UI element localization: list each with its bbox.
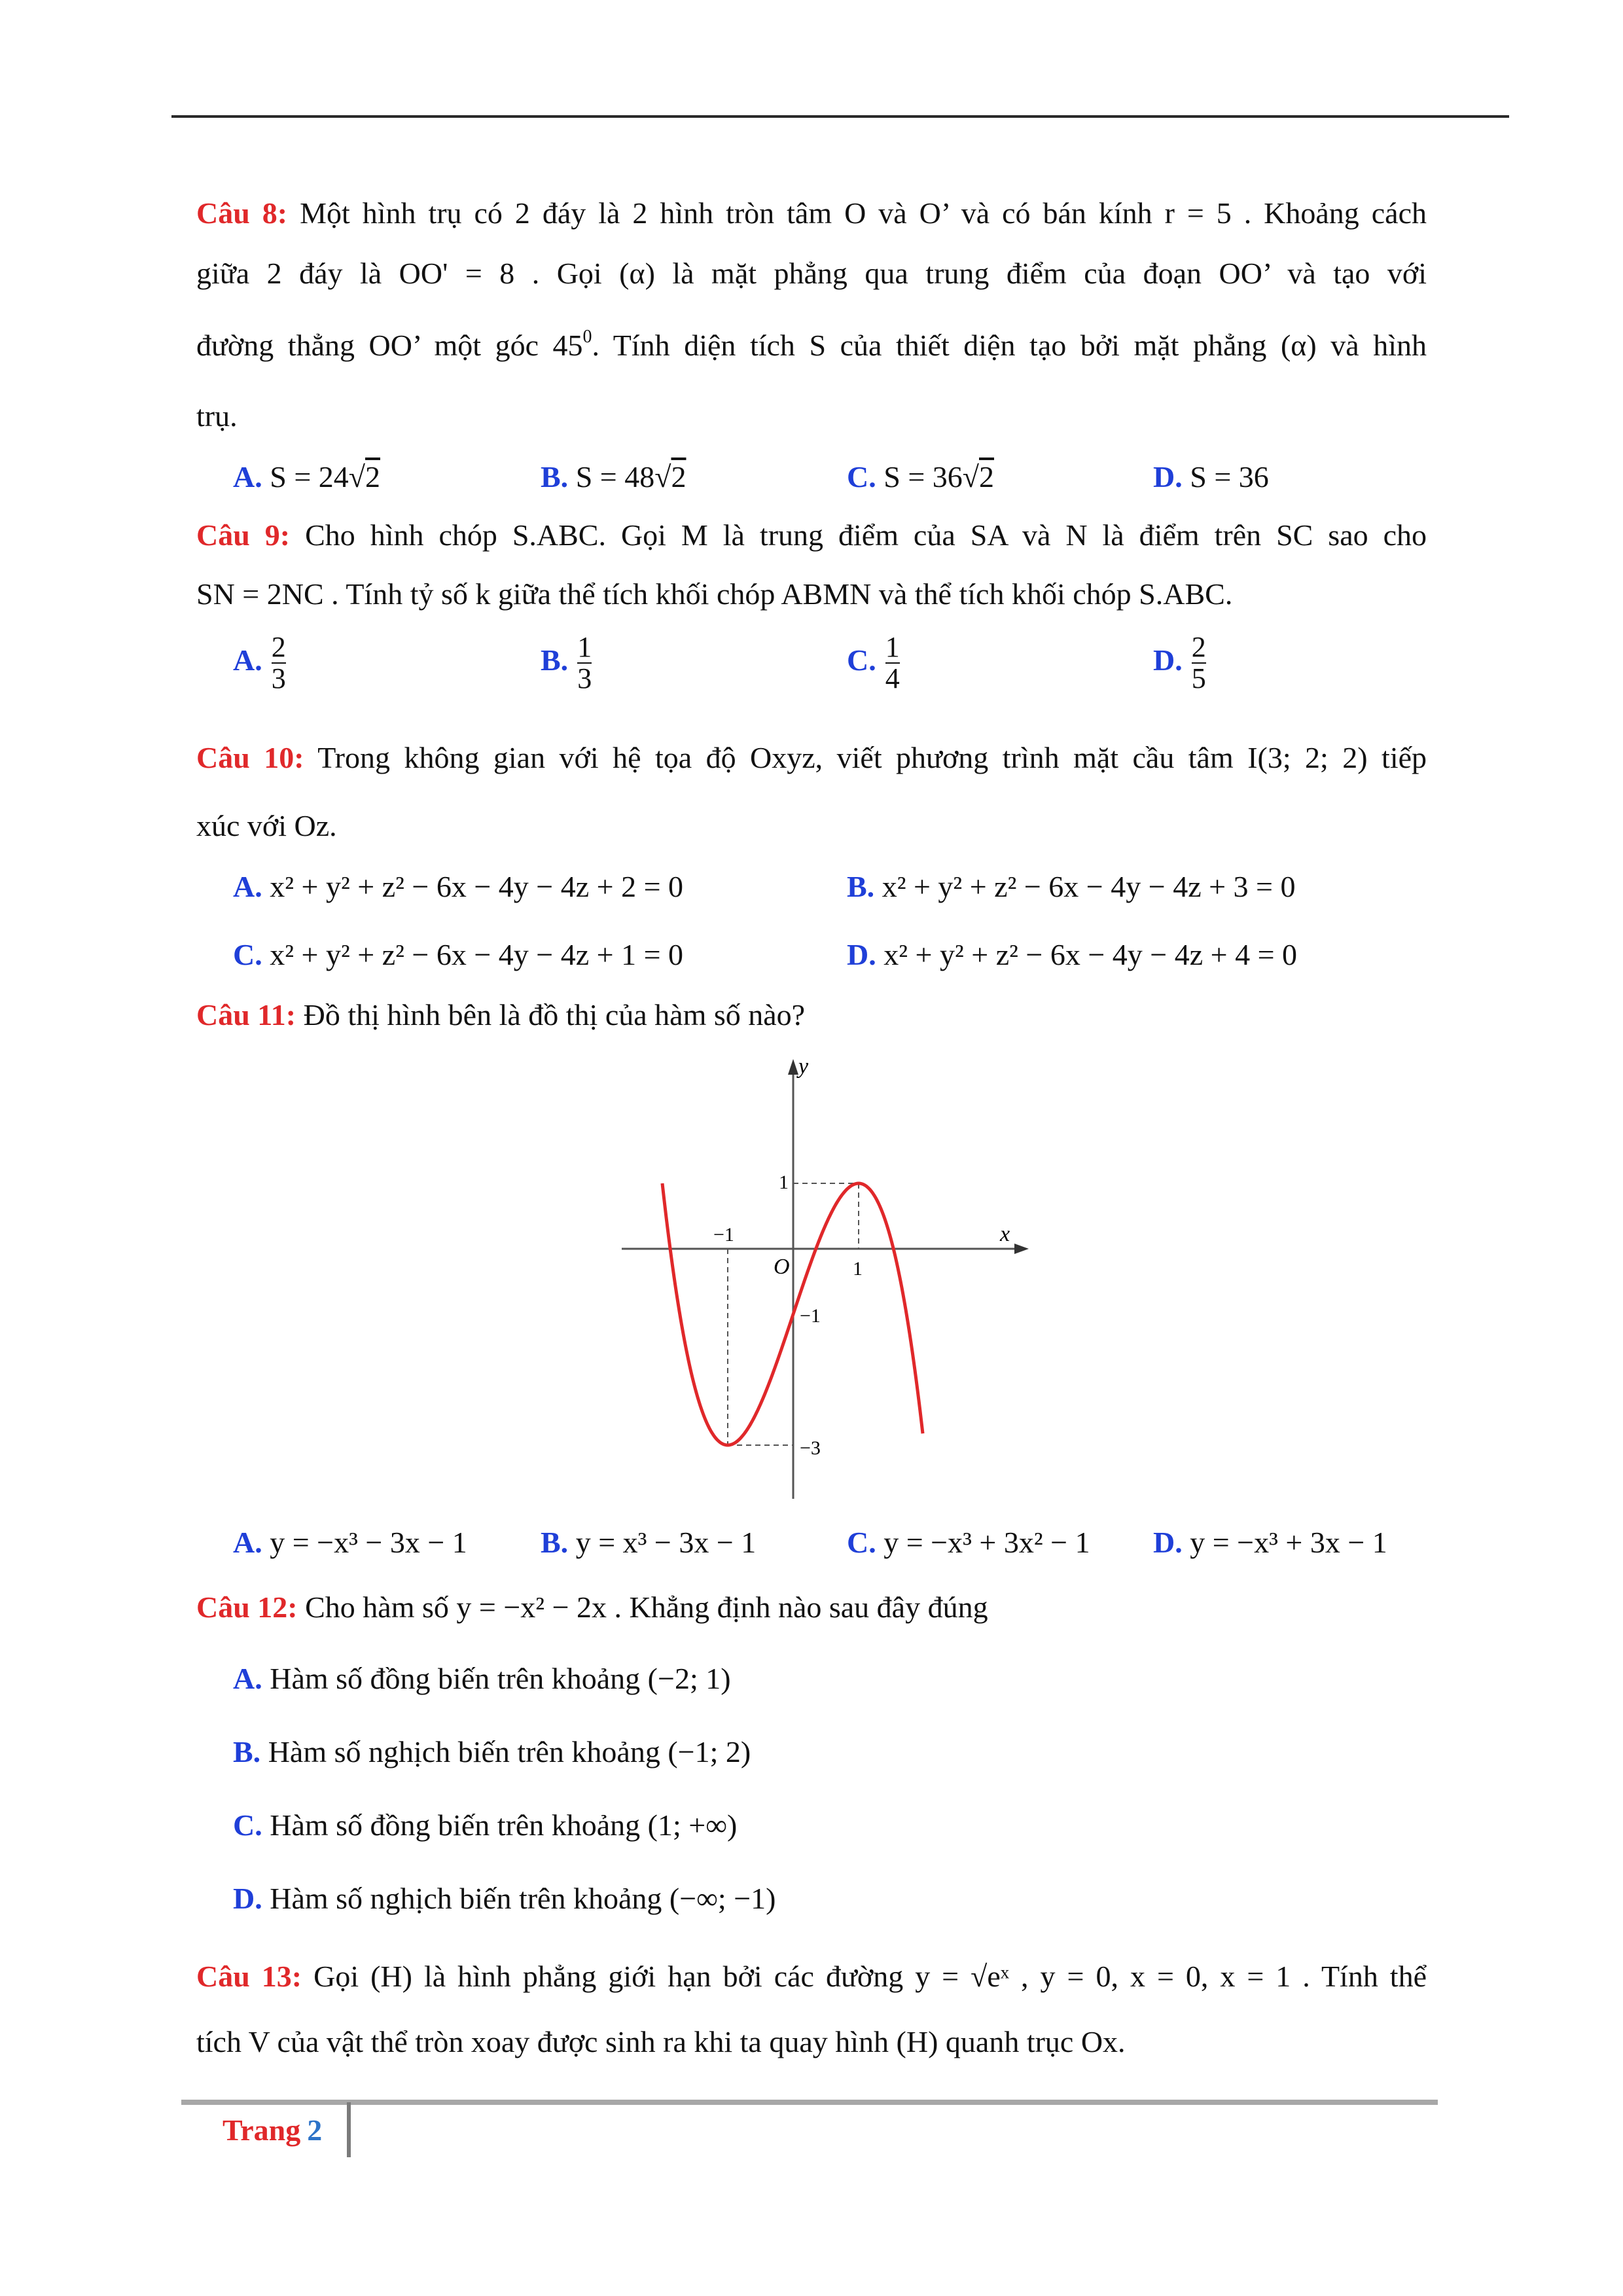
q8-option-c[interactable]: [847, 459, 994, 494]
q8-degree-sup: 0: [582, 327, 592, 347]
option-key: A.: [233, 870, 262, 903]
option-key: B.: [541, 460, 569, 493]
option-key: C.: [233, 1808, 262, 1842]
q8-option-b[interactable]: [541, 459, 686, 494]
q11-label: Câu 11:: [196, 998, 296, 1031]
option-key: A.: [233, 643, 262, 677]
option-text: S = 48: [575, 460, 655, 493]
q10-label: Câu 10:: [196, 741, 304, 774]
page-number: 2: [307, 2113, 323, 2147]
x-axis-label: x: [1000, 1222, 1010, 1246]
q9-line-2: [196, 577, 1427, 612]
q12-option-a[interactable]: [233, 1661, 1463, 1720]
fraction: [272, 632, 286, 694]
q13-label: Câu 13:: [196, 1960, 302, 1993]
q9-line-1: [196, 518, 1427, 553]
q10-option-a[interactable]: [233, 869, 683, 904]
q12-option-c[interactable]: [233, 1808, 1463, 1867]
page-footer: [223, 2113, 322, 2147]
fraction: [885, 632, 900, 694]
q9-option-d[interactable]: [1153, 632, 1206, 694]
q9-option-c[interactable]: [847, 632, 900, 694]
option-text: S = 36: [1190, 460, 1269, 493]
footer-label: Trang: [223, 2113, 301, 2147]
footer-divider: [347, 2102, 351, 2157]
option-text: x² + y² + z² − 6x − 4y − 4z + 3 = 0: [882, 870, 1296, 903]
sqrt-sign: √: [348, 460, 366, 493]
option-text: x² + y² + z² − 6x − 4y − 4z + 1 = 0: [270, 938, 684, 971]
numerator: 1: [885, 631, 900, 663]
denominator: 5: [1191, 662, 1206, 695]
q8-line-3: [196, 329, 1427, 363]
option-key: C.: [233, 938, 262, 971]
q11-option-d[interactable]: [1153, 1525, 1387, 1560]
q13-text-2: tích V của vật thể tròn xoay được sinh ra khi ta quay hình (H) quanh trục Ox.: [196, 2025, 1126, 2058]
option-key: C.: [847, 1526, 876, 1559]
option-text: Hàm số nghịch biến trên khoảng (−1; 2): [268, 1735, 751, 1768]
q13-line-2: [196, 2025, 1427, 2060]
option-text: y = −x³ + 3x − 1: [1190, 1526, 1387, 1559]
option-key: D.: [1153, 1526, 1183, 1559]
option-text: Hàm số nghịch biến trên khoảng (−∞; −1): [270, 1882, 776, 1915]
q12-line-1: [196, 1590, 1427, 1625]
tick-x-neg1: −1: [713, 1224, 734, 1246]
option-text: S = 36: [883, 460, 963, 493]
tick-y-neg1: −1: [800, 1305, 821, 1327]
q13-text-1: Gọi (H) là hình phẳng giới hạn bởi các đường y = √eˣ , y = 0, x = 0, x = 1 . Tính thể: [313, 1960, 1427, 1993]
option-text: S = 24: [270, 460, 349, 493]
q8-label: Câu 8:: [196, 196, 288, 230]
option-key: D.: [1153, 643, 1183, 677]
x-axis-arrow: [1014, 1244, 1029, 1254]
option-key: A.: [233, 1662, 262, 1695]
header-rule: [171, 115, 1509, 118]
option-radicand: 2: [979, 460, 995, 493]
q10-text-1: Trong không gian với hệ tọa độ Oxyz, viết phương trình mặt cầu tâm I(3; 2; 2) tiếp: [317, 741, 1427, 774]
q8-text-3-end: . Tính diện tích S của thiết diện tạo bởi mặt phẳng (α) và hình: [592, 329, 1427, 362]
sqrt-sign: √: [962, 460, 980, 493]
option-text: Hàm số đồng biến trên khoảng (1; +∞): [270, 1808, 738, 1842]
q10-text-2: xúc với Oz.: [196, 809, 337, 842]
q10-options-row-2: [233, 937, 1463, 996]
q12-option-d[interactable]: [233, 1881, 1463, 1940]
q8-line-4: [196, 399, 1427, 434]
sqrt-sign: √: [654, 460, 671, 493]
denominator: 3: [271, 662, 286, 695]
fraction: [1192, 632, 1206, 694]
q8-line-1: [196, 196, 1427, 231]
q11-option-c[interactable]: [847, 1525, 1090, 1560]
option-radicand: 2: [365, 460, 381, 493]
q11-option-a[interactable]: [233, 1525, 467, 1560]
q8-text-4: trụ.: [196, 399, 238, 433]
cubic-function-graph: [589, 1047, 1047, 1505]
q9-option-b[interactable]: [541, 632, 592, 694]
q11-options: [233, 1525, 1463, 1584]
q8-option-d[interactable]: [1153, 459, 1269, 494]
q8-text-1: Một hình trụ có 2 đáy là 2 hình tròn tâm O và O’ và có bán kính r = 5 . Khoảng cách: [300, 196, 1427, 230]
q9-option-a[interactable]: [233, 632, 286, 694]
option-key: B.: [847, 870, 875, 903]
numerator: 1: [577, 631, 592, 663]
q8-text-3: đường thẳng OO’ một góc 45: [196, 329, 583, 362]
q10-line-2: [196, 809, 1427, 844]
q9-label: Câu 9:: [196, 518, 291, 552]
q8-line-2: [196, 257, 1427, 291]
option-key: B.: [541, 643, 569, 677]
tick-y-neg3: −3: [800, 1437, 821, 1459]
q9-text-1: Cho hình chóp S.ABC. Gọi M là trung điểm của SA và N là điểm trên SC sao cho: [305, 518, 1427, 552]
q11-option-b[interactable]: [541, 1525, 756, 1560]
q11-line-1: [196, 998, 1427, 1033]
q11-text-1: Đồ thị hình bên là đồ thị của hàm số nào?: [303, 998, 806, 1031]
q13-line-1: [196, 1960, 1427, 1994]
option-key: C.: [847, 460, 876, 493]
option-key: A.: [233, 460, 262, 493]
option-key: B.: [541, 1526, 569, 1559]
option-text: x² + y² + z² − 6x − 4y − 4z + 4 = 0: [883, 938, 1298, 971]
option-text: Hàm số đồng biến trên khoảng (−2; 1): [270, 1662, 731, 1695]
option-text: x² + y² + z² − 6x − 4y − 4z + 2 = 0: [270, 870, 684, 903]
q12-text-1: Cho hàm số y = −x² − 2x . Khẳng định nào sau đây đúng: [305, 1590, 988, 1624]
y-axis-label: y: [798, 1054, 809, 1079]
option-text: y = −x³ + 3x² − 1: [883, 1526, 1090, 1559]
option-key: A.: [233, 1526, 262, 1559]
option-key: D.: [847, 938, 876, 971]
q9-text-2: SN = 2NC . Tính tỷ số k giữa thể tích khối chóp ABMN và thể tích khối chóp S.ABC.: [196, 577, 1233, 611]
q10-options-row-1: [233, 869, 1463, 928]
q8-text-2: giữa 2 đáy là OO' = 8 . Gọi (α) là mặt phẳng qua trung điểm của đoạn OO’ và tạo với: [196, 257, 1427, 290]
numerator: 2: [271, 631, 286, 663]
q10-option-d[interactable]: [847, 937, 1297, 972]
tick-y-1: 1: [779, 1172, 789, 1193]
q10-line-1: [196, 741, 1427, 776]
y-axis-arrow: [788, 1059, 798, 1075]
q12-option-b[interactable]: [233, 1734, 1463, 1793]
option-key: D.: [233, 1882, 262, 1915]
option-text: y = −x³ − 3x − 1: [270, 1526, 467, 1559]
numerator: 2: [1191, 631, 1206, 663]
q9-options: [233, 632, 1463, 717]
q12-label: Câu 12:: [196, 1590, 298, 1624]
option-key: D.: [1153, 460, 1183, 493]
option-key: C.: [847, 643, 876, 677]
q8-options: [233, 459, 1463, 518]
denominator: 4: [885, 662, 900, 695]
q10-option-c[interactable]: [233, 937, 683, 972]
fraction: [577, 632, 592, 694]
denominator: 3: [577, 662, 592, 695]
footer-rule: [181, 2100, 1438, 2105]
origin-label: O: [774, 1255, 790, 1279]
option-radicand: 2: [671, 460, 687, 493]
option-text: y = x³ − 3x − 1: [575, 1526, 757, 1559]
option-key: B.: [233, 1735, 261, 1768]
q8-option-a[interactable]: [233, 459, 380, 494]
q10-option-b[interactable]: [847, 869, 1296, 904]
tick-x-1: 1: [853, 1258, 863, 1280]
